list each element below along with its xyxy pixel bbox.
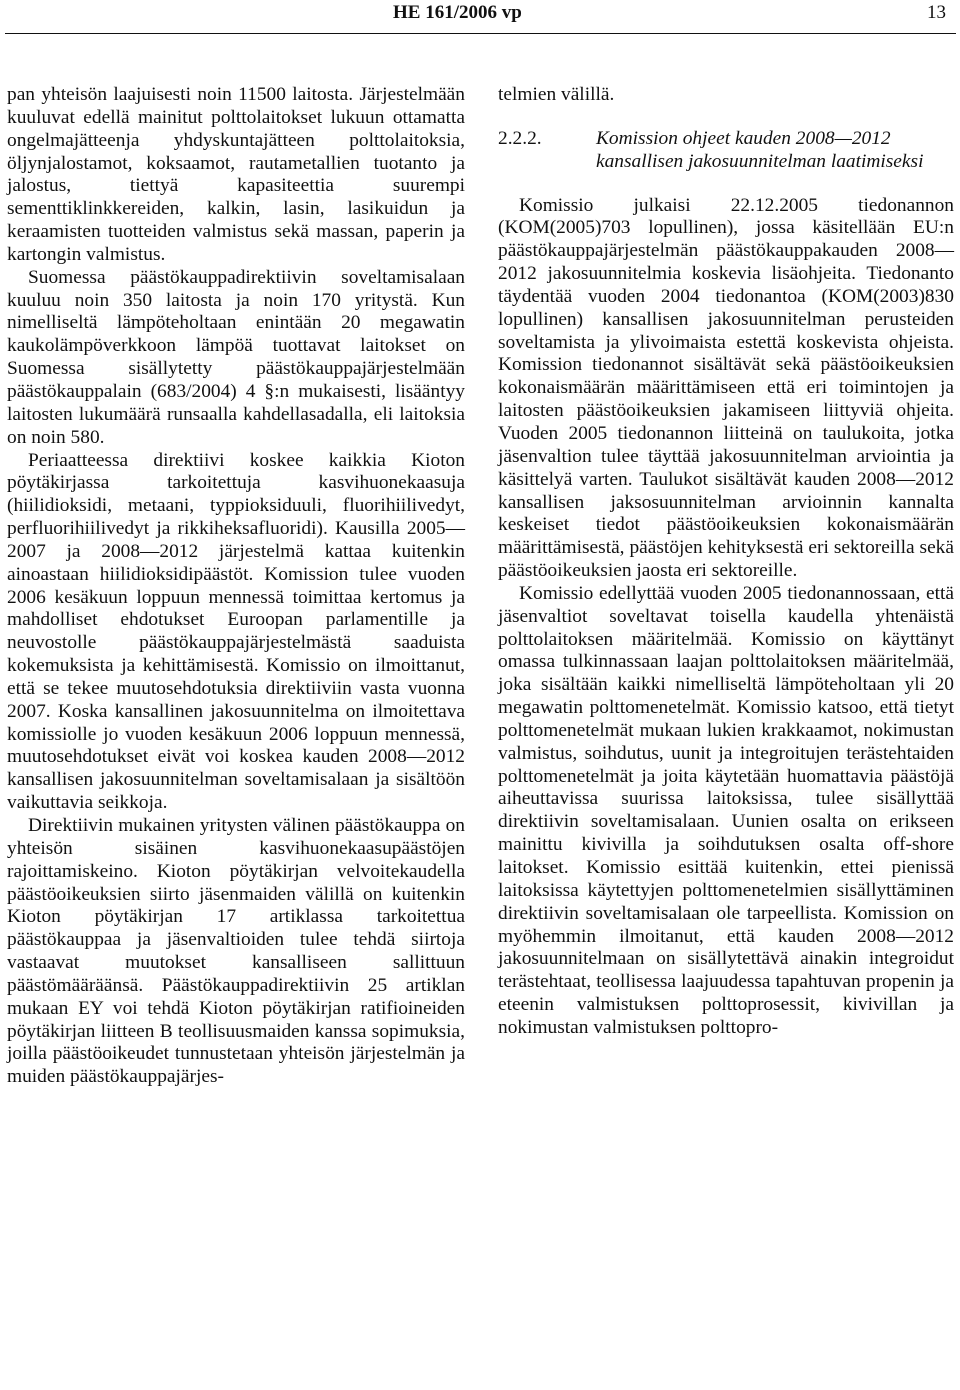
page-number: 13 — [927, 2, 946, 23]
paragraph: Suomessa päästökauppadirektiivin soveltamisalaan kuuluu noin 350 laitosta ja noin 170 yritystä. Kun nimelliseltä lämpöteholtaan enintään 20 megawatin kaukolämpöverkkoon lämpöä tuottavat laitokset on Suomessa sisällytetty päästökauppajärjestelmään päästökauppalain (683/2004) 4 §:n mukaisesti, lisääntyy laitosten lukumäärä runsaalla kahdellasadalla, eli laitoksia on noin 580. — [7, 266, 465, 448]
paragraph-continuation: telmien välillä. — [498, 84, 615, 105]
paragraph: Periaatteessa direktiivi koskee kaikkia Kioton pöytäkirjassa tarkoitettuja kasvihuonekaasuja (hiilidioksidi, metaani, typpioksiduuli, fluorihiilivedyt, perfluorihiilivedyt ja rikkiheksafluoridi). Kausilla 2005—2007 ja 2008—2012 järjestelmä kattaa kuitenkin ainoastaan hiilidioksidipäästöt. Komission tulee vuoden 2006 kesäkuun loppuun mennessä toimittaa kertomus ja mahdolliset ehdotukset Euroopan parlamentille ja neuvostolle päästökauppajärjestelmästä saaduista kokemuksista ja kehittämisestä. Komissio on ilmoittanut, että se tekee muutosehdotuksia direktiiviin vasta vuonna 2007. Koska kansallinen jakosuunnitelma on ilmoitettava komissiolle jo vuoden kesäkuun 2006 loppuun mennessä, muutosehdotukset eivät voi koskea kauden 2008—2012 kansallisen jakosuunnitelman soveltamisalaan ja sisältöön vaikuttavia seikkoja. — [7, 449, 465, 814]
paragraph: Komissio julkaisi 22.12.2005 tiedonannon (KOM(2005)703 lopullinen), jossa käsitellään EU:n päästökauppajärjestelmän päästökauppakauden 2008—2012 jakosuunnitelmia koskevia lisäohjeita. Tiedonanto täydentää vuoden 2004 tiedonantoa (KOM(2003)830 lopullinen) kansallisen jakosuunnitelman perusteiden soveltamista ja ylivoimaista estettä koskevista ohjeista. Komission tiedonannot sisältävät sekä päästöoikeuksien kokonaismäärän määrittämiseen että eri toimintojen ja laitosten päästöoikeuksien jakamiseen liittyviä ohjeita. Vuoden 2005 tiedonannon liitteinä on taulukoita, jotka jäsenvaltion tulee täyttää jakosuunnitelman arviointia ja käsittelyä varten. Taulukot sisältävät kauden 2008—2012 kansallisen jaksosuunnitelman arvioinnin kannalta keskeiset tiedot päästöoikeuksien kokonaismäärän määrittämisestä, päästöjen kehityksestä eri sektoreilla sekä päästöoikeuksien jaosta eri sektoreille. — [498, 194, 954, 582]
document-id: HE 161/2006 vp — [393, 2, 522, 23]
paragraph: Komissio edellyttää vuoden 2005 tiedonannossaan, että jäsenvaltiot soveltavat toisella kaudella yhtenäistä polttolaitoksen määritelmää. Komissio on käyttänyt omassa tulkinnassaan laajan polttolaitoksen määritelmää, joka sisältään kaikki nimelliseltä lämpöteholtaan yli 20 megawatin polttomenetelmät. Komissio katsoo, että tietyt polttomenetelmät mukaan lukien krakkaamot, nokimustan valmistus, soihdutus, uunit ja integroitujen terästehtaiden polttomenetelmät ja joita käytetään huomattavia päästöjä aiheuttavissa suurissa laitoksissa, tulee sisällyttää direktiivin soveltamisalaan. Uunien osalta on erikseen mainittu kivivilla ja soihdutuksen osalta off-shore laitokset. Komissio esittää kuitenkin, ettei pienissä laitoksissa käytettyjen polttomenetelmien sisällyttäminen direktiivin soveltamisalaan ole tarpeellista. Komission on myöhemmin ilmoitanut, että kauden 2008—2012 jakosuunnitelmaan on sisällytettävä ainakin integroidut terästehtaat, teollisessa laajuudessa tapahtuvan propenin ja eteenin valmistuksen polttoprosessit, kivivillan ja nokimustan valmistuksen polttopro- — [498, 582, 954, 1038]
paragraph: Direktiivin mukainen yritysten välinen päästökauppa on yhteisön sisäinen kasvihuonekaasupäästöjen rajoittamiskeino. Kioton pöytäkirjan velvoitekaudella päästöoikeuksien siirto jäsenmaiden välillä on kuitenkin Kioton pöytäkirjan 17 artiklassa tarkoitettua päästökauppaa ja jäsenvaltioiden tulee tehdä siirtoja vastaavat muutokset kansalliseen sallittuun päästömääräänsä. Päästökauppadirektiivin 25 artiklan mukaan EY voi tehdä Kioton pöytäkirjan ratifioineiden pöytäkirjan liitteen B teollisuusmaiden kanssa sopimuksia, joilla päästöoikeudet tunnustetaan yhteisön järjestelmän ja muiden päästökauppajärjes- — [7, 815, 465, 1088]
page-header — [0, 0, 960, 30]
section-title: Komission ohjeet kauden 2008—2012 kansallisen jakosuunnitelman laatimiseksi — [596, 127, 924, 172]
header-rule — [5, 33, 956, 34]
paragraph: pan yhteisön laajuisesti noin 11500 laitosta. Järjestelmään kuuluvat edellä mainitut polttolaitokset lukuun ottamatta ongelmajätteenja yhdyskuntajätteen polttolaitoksia, öljynjalostamot, koksaamot, rautametallien tuotanto ja jalostus, tiettyä kapasiteettia suurempi sementtiklinkkereiden, kalkin, lasin, lasikuidun ja keraamisten tuotteiden valmistus sekä massan, paperin ja kartongin valmistus. — [7, 84, 465, 265]
section-number: 2.2.2. — [498, 127, 542, 149]
left-column — [7, 84, 465, 1089]
right-column — [498, 84, 954, 1040]
section-heading — [498, 128, 954, 174]
